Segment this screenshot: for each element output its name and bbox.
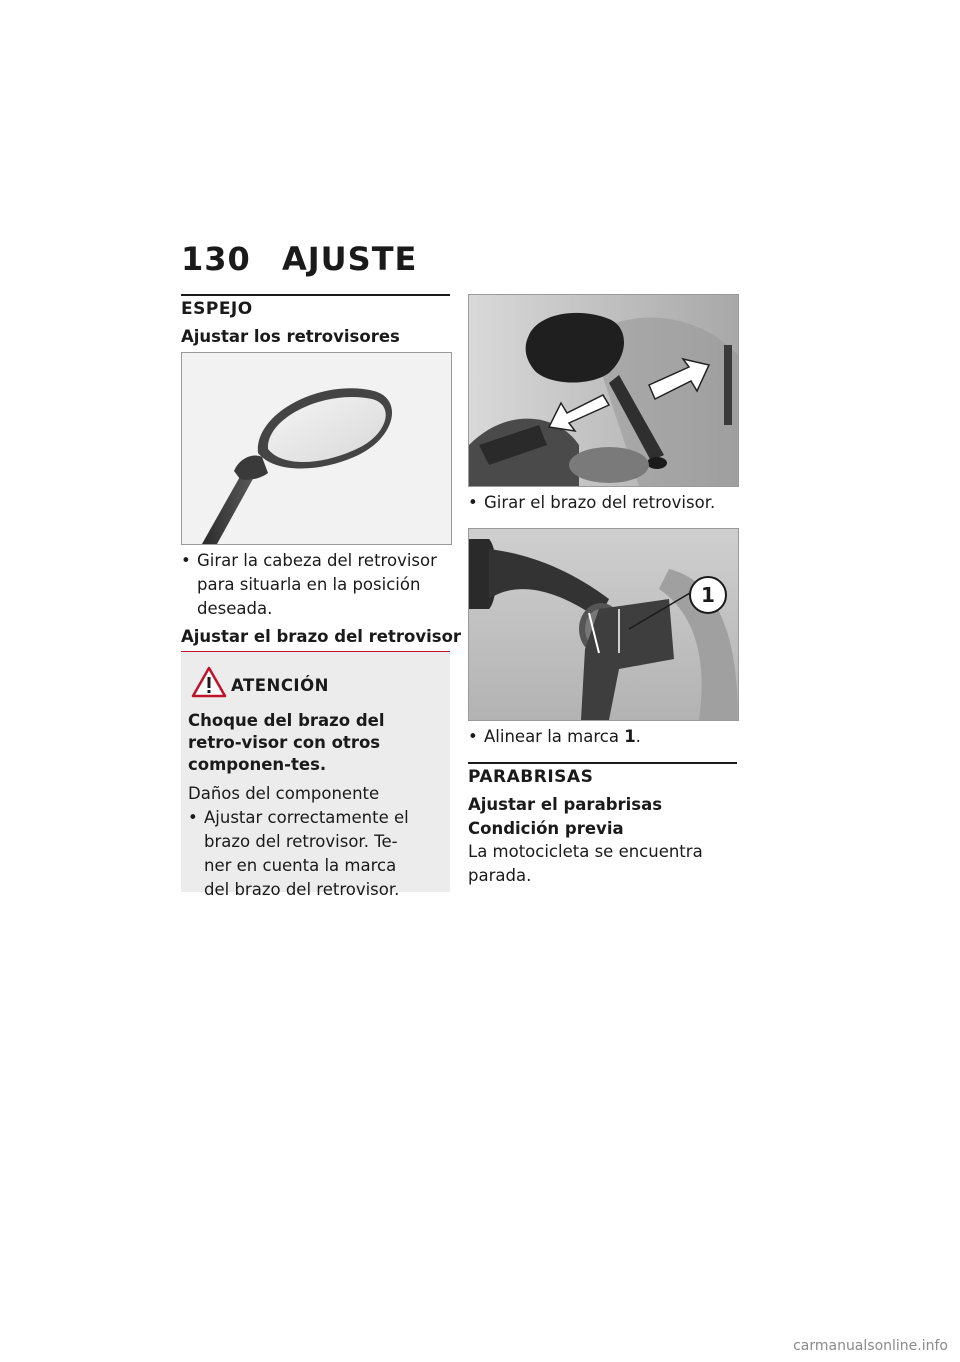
precondition-title: Condición previa xyxy=(468,819,624,838)
bullet-align-mark xyxy=(468,725,737,749)
page-number: 130 xyxy=(181,240,251,278)
bullet-dot-icon: • xyxy=(181,551,191,570)
mirror-arm-rotation-photo xyxy=(468,294,739,487)
warning-consequence: Daños del componente xyxy=(188,784,380,803)
mark-reference: 1 xyxy=(624,727,636,746)
mirror-head-photo xyxy=(181,352,452,545)
bullet-dot-icon: • xyxy=(188,808,198,827)
warning-action-bullet xyxy=(188,806,420,902)
bullet-text: Girar el brazo del retrovisor. xyxy=(484,493,716,512)
section-rule xyxy=(181,294,450,296)
footer-watermark: carmanualsonline.info xyxy=(793,1338,948,1354)
warning-box xyxy=(181,652,450,899)
bullet-rotate-arm xyxy=(468,491,737,515)
warning-headline: Choque del brazo del retro-visor con otros componen-tes. xyxy=(188,711,385,774)
chapter-title: AJUSTE xyxy=(282,240,418,278)
bullet-text: Girar la cabeza del retrovisor para situarla en la posición deseada. xyxy=(197,551,437,618)
subsection-title-mirrors: Ajustar los retrovisores xyxy=(181,327,400,346)
warning-label: ATENCIÓN xyxy=(231,676,329,695)
warning-triangle-icon xyxy=(191,666,227,698)
warning-action-text: Ajustar correctamente el brazo del retrovisor. Te-ner en cuenta la marca del brazo del retrovisor. xyxy=(204,808,409,899)
callout-number-1: 1 xyxy=(689,576,727,614)
mirror-mark-photo xyxy=(468,528,739,721)
bullet-dot-icon: • xyxy=(468,493,478,512)
section-title-espejo: ESPEJO xyxy=(181,299,253,319)
section-title-parabrisas: PARABRISAS xyxy=(468,767,594,787)
bullet-text: Alinear la marca 1. xyxy=(484,727,641,746)
precondition-text: La motocicleta se encuentra parada. xyxy=(468,842,703,885)
bullet-rotate-head xyxy=(181,549,450,621)
section-rule xyxy=(468,762,737,764)
subsection-title-windshield: Ajustar el parabrisas xyxy=(468,795,663,814)
bullet-dot-icon: • xyxy=(468,727,478,746)
subsection-title-arm: Ajustar el brazo del retrovisor xyxy=(181,627,462,646)
